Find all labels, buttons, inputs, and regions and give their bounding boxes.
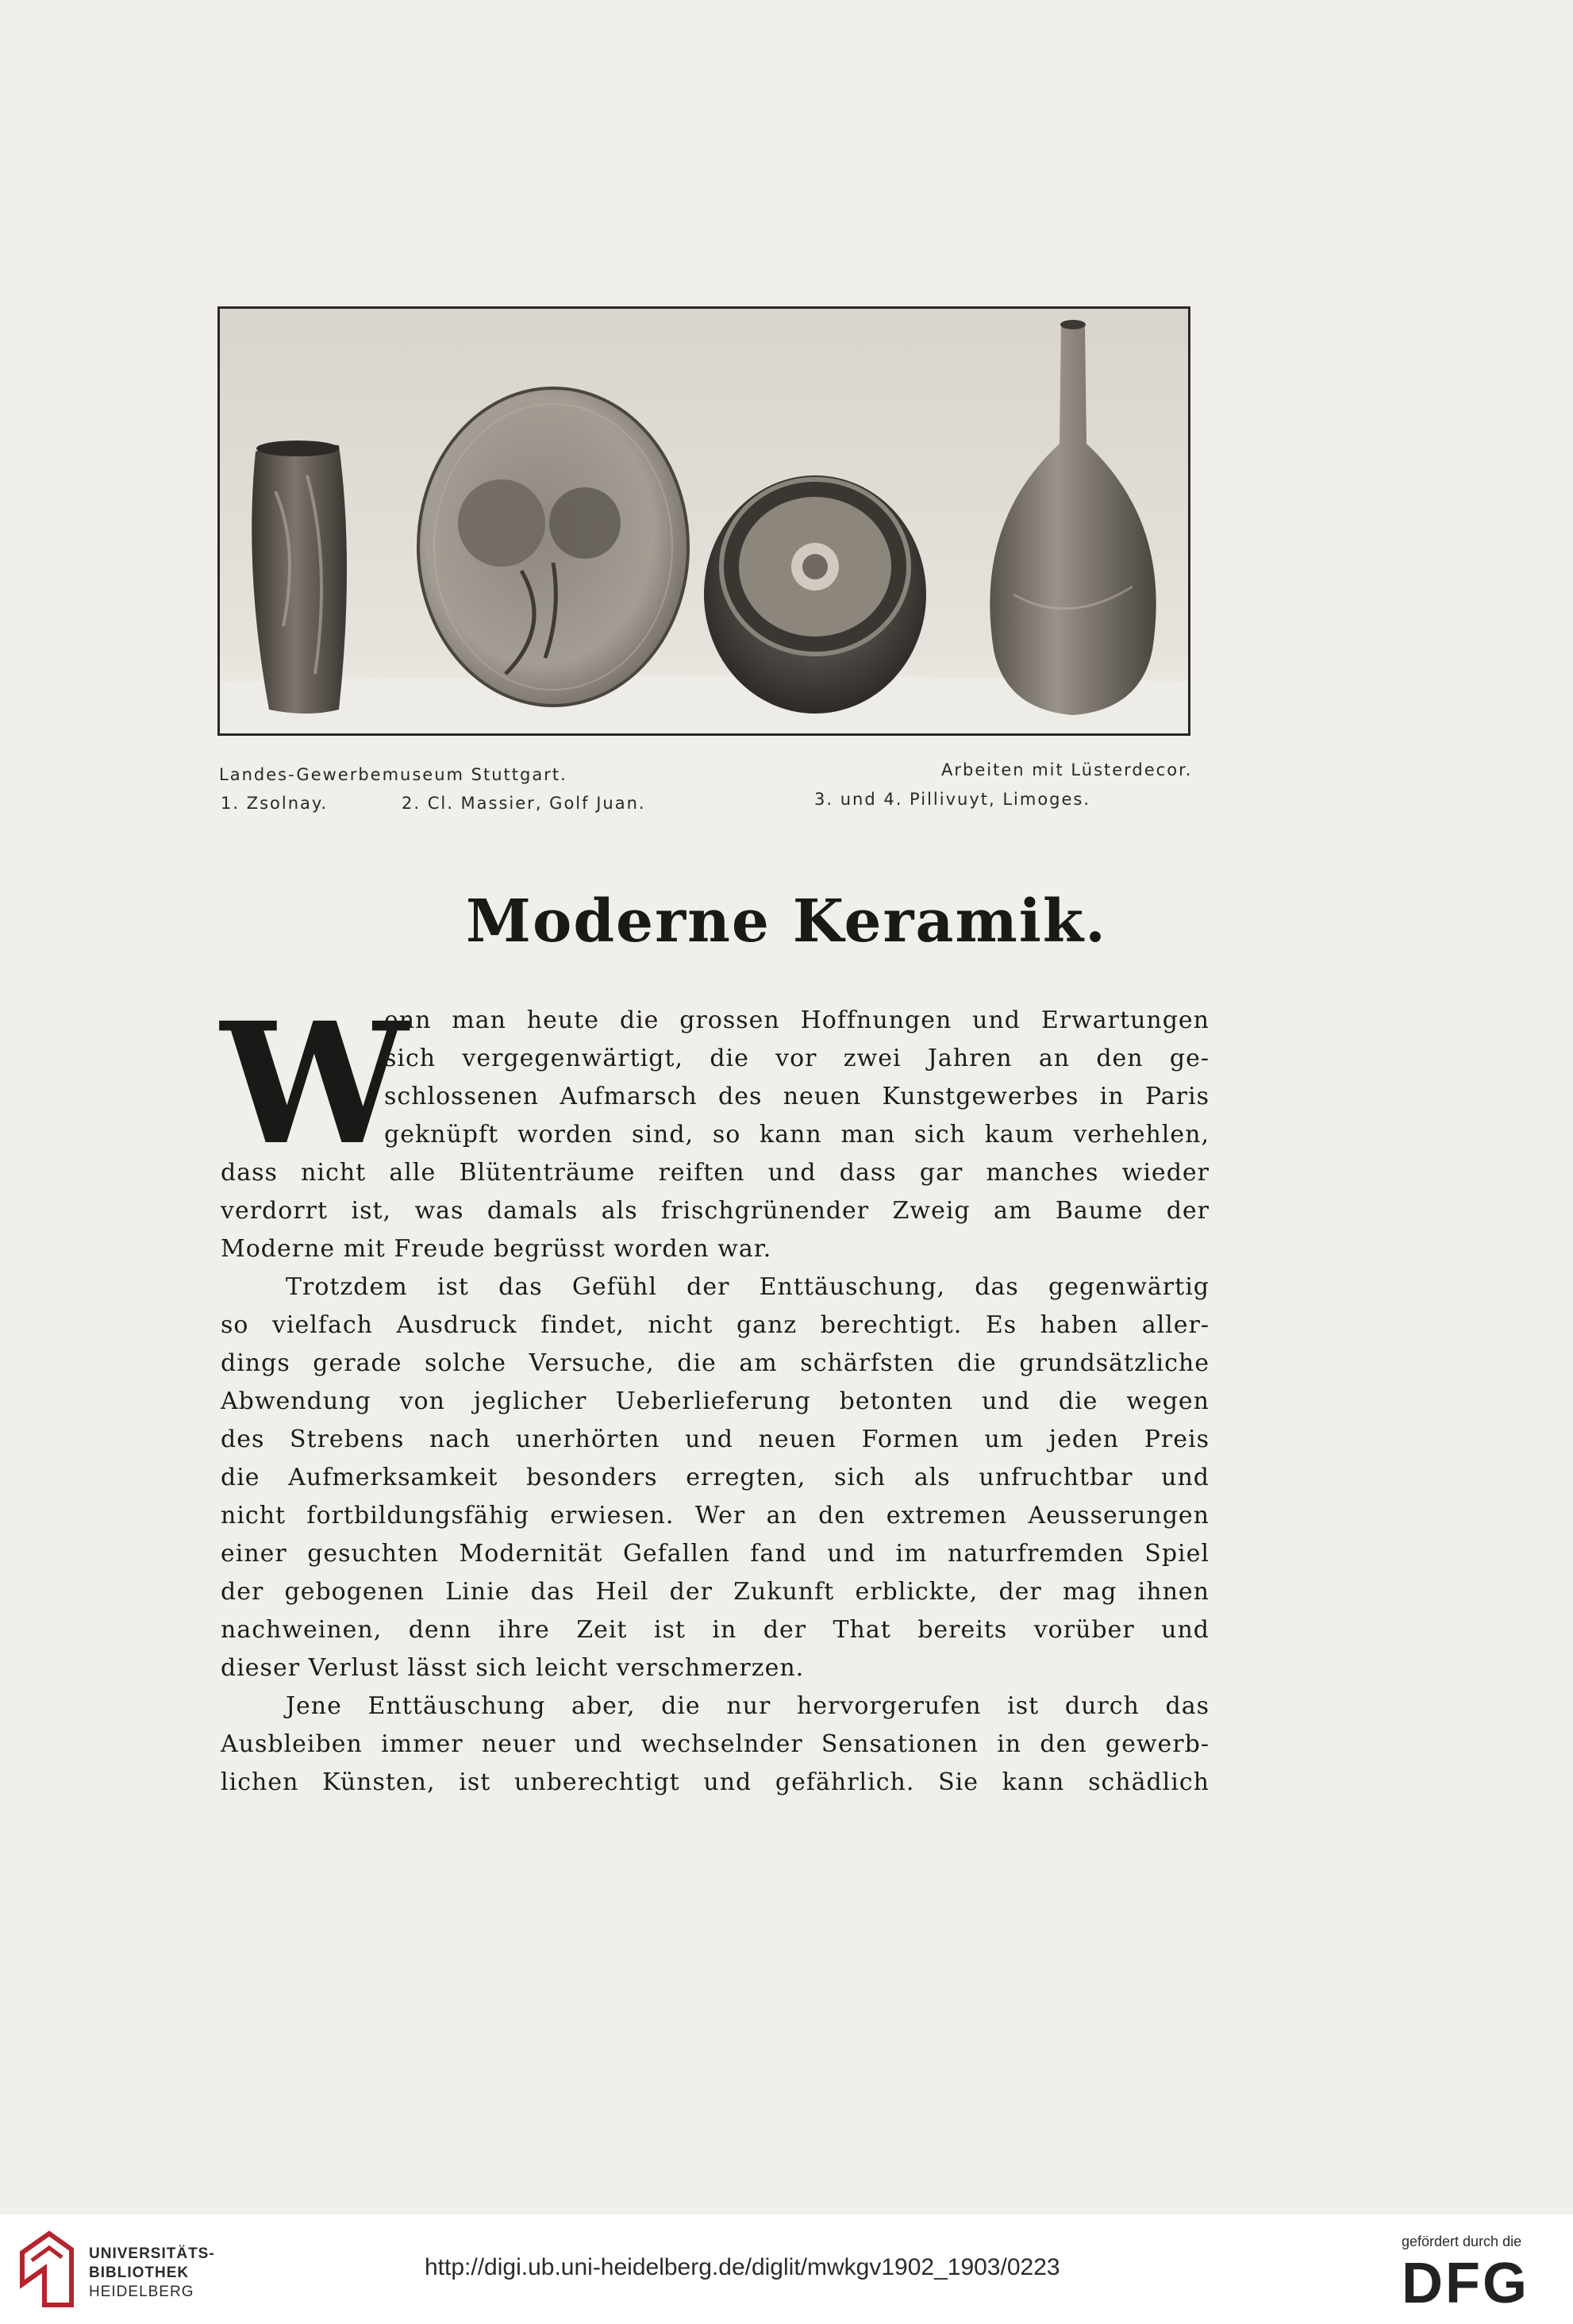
digitization-footer bbox=[0, 2214, 1573, 2324]
text-line: so vielfach Ausdruck findet, nicht ganz berechtigt. Es haben aller- bbox=[221, 1311, 1210, 1339]
text-line: sich vergegenwärtigt, die vor zwei Jahren an den ge- bbox=[384, 1045, 1210, 1072]
ceramics-photograph bbox=[220, 309, 1188, 733]
text-line: Moderne mit Freude begrüsst worden war. bbox=[221, 1235, 772, 1263]
caption-museum: Landes-Gewerbemuseum Stuttgart. bbox=[219, 765, 567, 784]
text-line: dings gerade solche Versuche, die am schärfsten die grundsätzliche bbox=[221, 1349, 1210, 1377]
library-name-line1: UNIVERSITÄTS- bbox=[89, 2245, 215, 2262]
vase-zsolnay bbox=[252, 441, 347, 714]
text-line: geknüpft worden sind, so kann man sich kaum verhehlen, bbox=[384, 1121, 1210, 1149]
text-line: verdorrt ist, was damals als frischgrünender Zweig am Baume der bbox=[221, 1197, 1210, 1225]
article-body bbox=[221, 986, 1210, 1802]
text-line: dass nicht alle Blütenträume reiften und dass gar manches wieder bbox=[221, 1159, 1210, 1187]
text-line: nicht fortbildungsfähig erwiesen. Wer an den extremen Aeusserungen bbox=[221, 1502, 1210, 1529]
bowl-pillivuyt bbox=[704, 475, 926, 714]
text-line: die Aufmerksamkeit besonders erregten, sich als unfruchtbar und bbox=[221, 1464, 1210, 1491]
funding-note: gefördert durch die bbox=[1402, 2234, 1522, 2249]
text-line: des Strebens nach unerhörten und neuen Formen um jeden Preis bbox=[221, 1426, 1210, 1453]
text-line: lichen Künsten, ist unberechtigt und gefährlich. Sie kann schädlich bbox=[221, 1768, 1210, 1796]
caption-item-1: 1. Zsolnay. bbox=[221, 794, 329, 813]
photo-plate-ceramics bbox=[217, 306, 1190, 736]
text-line: Abwendung von jeglicher Ueberlieferung betonten und die wegen bbox=[221, 1387, 1210, 1415]
text-line: enn man heute die grossen Hoffnungen und Erwartungen bbox=[384, 1006, 1210, 1034]
text-line: Jene Enttäuschung aber, die nur hervorgerufen ist durch das bbox=[286, 1692, 1210, 1720]
library-name-line3: HEIDELBERG bbox=[89, 2284, 194, 2300]
caption-luster-decor: Arbeiten mit Lüsterdecor. bbox=[941, 760, 1193, 779]
text-line: der gebogenen Linie das Heil der Zukunft erblickte, der mag ihnen bbox=[221, 1578, 1210, 1606]
text-line: Ausbleiben immer neuer und wechselnder Sensationen in den gewerb- bbox=[221, 1730, 1210, 1758]
text-line: nachweinen, denn ihre Zeit ist in der That bereits vorüber und bbox=[221, 1616, 1210, 1644]
drop-cap-letter: W bbox=[221, 986, 408, 1182]
text-line: dieser Verlust lässt sich leicht verschmerzen. bbox=[221, 1654, 805, 1682]
dfg-logo: DFG bbox=[1402, 2252, 1529, 2315]
caption-item-2: 2. Cl. Massier, Golf Juan. bbox=[402, 794, 646, 813]
text-line: Trotzdem ist das Gefühl der Enttäuschung, das gegenwärtig bbox=[286, 1273, 1210, 1301]
article-title: Moderne Keramik. bbox=[466, 887, 1107, 956]
caption-items-3-4: 3. und 4. Pillivuyt, Limoges. bbox=[814, 790, 1091, 809]
plate-massier bbox=[418, 388, 688, 706]
library-name-line2: BIBLIOTHEK bbox=[89, 2264, 190, 2281]
text-line: schlossenen Aufmarsch des neuen Kunstgewerbes in Paris bbox=[384, 1083, 1210, 1110]
permalink-url[interactable]: http://digi.ub.uni-heidelberg.de/diglit/mwkgv1902_1903/0223 bbox=[425, 2254, 1060, 2280]
text-line: einer gesuchten Modernität Gefallen fand und im naturfremden Spiel bbox=[221, 1540, 1210, 1568]
ub-heidelberg-logo-icon bbox=[17, 2229, 76, 2310]
